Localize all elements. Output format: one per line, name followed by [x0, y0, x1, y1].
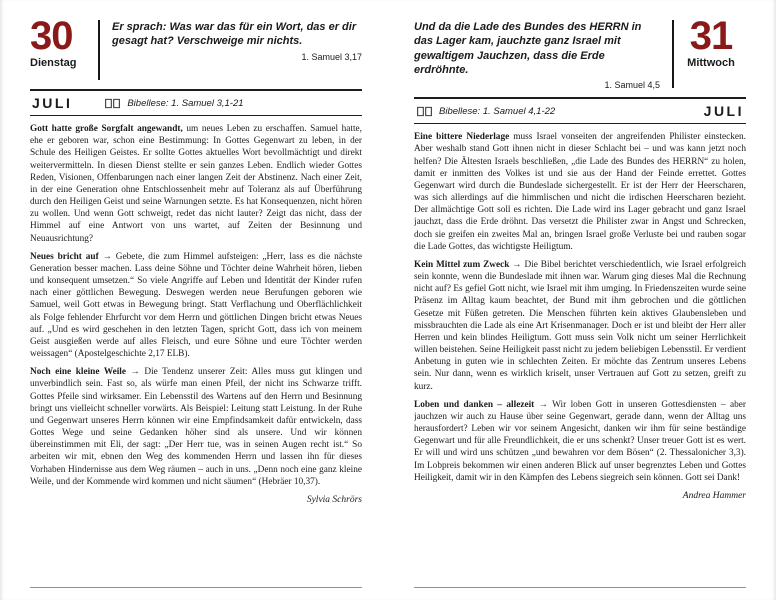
- month-bar: [30, 89, 362, 116]
- devotional-text: [414, 131, 746, 587]
- paragraph-text: Die Bibel berichtet verschiedentlich, wie Israel erfolgreich sein konnte, wenn die Bundeslade mit ihnen war. Warum ging dieses Mal die Rechnung nicht auf? Es gefiel Gott nicht, wie Israel mit ihm umging. In Friedenszeiten wurde seine Präsenz im Alltag kaum beachtet, der Bund mit ihm gebrochen und die göttlichen Gesetze mit Füßen getreten. Die Menschen führten kein aktives Glaubensleben und missbrauchten die Lade als eine Art Krisenmanager. Doch er ist und bleibt der Herr aller Herren und kein blindes Heiligtum. Gott muss sein Volk nicht um seiner Herrlichkeit willen beistehen. Seine Heiligkeit passt nicht zu jedem beliebigen Lebensstil. Er verdient Anbetung in guten wie in schlechten Zeiten. Er möchte das Zentrum unseres Lebens sein. Nur dann, wenn es wirklich kriselt, unser Vertrauen auf Gott zu setzen, greift zu kurz.: [414, 259, 746, 392]
- paragraph: [30, 251, 362, 361]
- paragraph-text: Wir loben Gott in unseren Gottesdiensten – aber jauchzen wir auch zu Hause über seine Gegenwart, gerade dann, wenn der Alltag uns herausfordert? Leben wir vor seinem Angesicht, danken wir ihm für seine beständige Gegenwart und für alle Freundlichkeit, die er uns schenkt? Unser treuer Gott ist es wert. Er will und wird uns schützen „und bewahren vor dem Bösen“ (2. Thessalonicher 3,3). Im Lobpreis bekommen wir einen anderen Blick auf unser begrenztes Leben und Gottes Heiligkeit, damit wir in den Kämpfen des Lebens siegreich sein können. Gott sei Dank!: [414, 399, 746, 483]
- arrow-separator: →: [509, 259, 525, 270]
- verse-block: [112, 18, 362, 82]
- page-header-right: [414, 14, 746, 91]
- paragraph-text: um neues Leben zu erschaffen. Samuel hatte, ehe er geboren war, schon eine Bestimmung: In Gottes Gegenwart zu leben, in der Schule des Heiligen Geistes. Er sollte Gottes aktuelles Wort bevollmächtigt und direkt weitervermitteln. In diesen Dienst stellte er sein ganzes Leben. Endlich wieder Gottes Reden, Visionen, Offenbarungen nach einer langen Zeit der Abstinenz. Nach einer Zeit, in der eine Generation ohne Entschlossenheit mehr auf Toleranz als auf Überführung durch den Heiligen Geist und seine Warnungen setzte. Es hat Konsequenzen, nicht hören zu wollen. Und wenn Gott schweigt, redet das nicht lauter? Zeigt das nicht, dass der Himmel auf eine Antwort von uns wartet, auf Zeiten der Besinnung und Neuausrichtung?: [30, 124, 362, 244]
- day-name: Mittwoch: [687, 57, 735, 69]
- devotional-text: [30, 123, 362, 587]
- author-signature: Andrea Hammer: [682, 491, 746, 501]
- bible-reading-label: Bibellese: 1. Samuel 4,1-22: [439, 105, 556, 117]
- paragraph-text: Die Tendenz unserer Zeit: Alles muss gut klingen und unverbindlich sein. Fast so, als würfe man einen Pfeil, der nicht ins Schwarze trifft. Gottes Pfeile sind wirksamer. Ein Lebensstil des Wartens auf den Herrn und Besinnung bringt uns vielleicht schneller vorwärts. Als Beispiel: Leitung statt Leistung. In der Ruhe und Gegenwart unseres Herrn können wir eine Empfindsamkeit dafür entwickeln, dass Gottes Wege und seine Gedanken höher sind als unsere. Und wir können übereinstimmen mit Eli, der sagt: „Der Herr tue, was in seinen Augen recht ist.“ So arbeiten wir mit, ebnen den Weg des kommenden Herrn und lassen ihn für dieses Vorhaben Hindernisse aus dem Weg räumen – auch in uns. „Denn noch eine ganz kleine Weile, und der Kommende wird kommen und nicht säumen“ (Hebräer 10,37).: [30, 367, 362, 487]
- author-signature: Sylvia Schrörs: [306, 494, 362, 505]
- header-divider-line: [672, 20, 674, 88]
- paragraph-lead: Neues bricht auf: [30, 251, 99, 262]
- paragraph-lead: Kein Mittel zum Zweck: [414, 259, 510, 270]
- bible-reading: [104, 98, 243, 109]
- paragraph: [30, 366, 362, 488]
- arrow-separator: →: [534, 399, 553, 410]
- paragraph: [30, 123, 362, 245]
- verse-block: [414, 18, 660, 90]
- verse-reference: 1. Samuel 3,17: [301, 51, 362, 62]
- paragraph-lead: Eine bittere Niederlage: [414, 132, 510, 143]
- paragraph-lead: Loben und danken – allezeit: [414, 399, 535, 410]
- paragraph: [414, 399, 746, 484]
- month-bar: [414, 97, 746, 124]
- footer-rule: [30, 587, 362, 588]
- day-number: 30: [30, 14, 73, 58]
- paragraph-lead: Noch eine kleine Weile: [30, 367, 127, 378]
- month-label: JULI: [32, 95, 73, 111]
- page-day-31: [388, 0, 776, 600]
- paragraph: [414, 259, 746, 393]
- bible-reading-label: Bibellese: 1. Samuel 3,1-21: [127, 97, 244, 109]
- page-header-left: [30, 14, 362, 82]
- bible-reading: [416, 106, 555, 117]
- daily-verse: Er sprach: Was war das für ein Wort, das er dir gesagt hat? Verschweige mir nichts.: [112, 21, 357, 48]
- arrow-separator: →: [126, 367, 145, 378]
- month-label: JULI: [703, 103, 744, 120]
- day-number: 31: [689, 14, 733, 58]
- open-book-icon: [104, 98, 121, 109]
- footer-rule: [414, 587, 746, 588]
- verse-reference: 1. Samuel 4,5: [604, 80, 660, 91]
- open-book-icon: [416, 106, 433, 117]
- paragraph-lead: Gott hatte große Sorgfalt angewandt,: [30, 124, 183, 134]
- arrow-separator: →: [98, 251, 116, 262]
- paragraph-text: Gebete, die zum Himmel aufsteigen: „Herr, lass es die nächste Generation besser machen. Lass deine Söhne und Töchter deine Wahrheit hören, lieben und konsequent umsetzen.“ So viele Angriffe auf Leben und Identität der Kinder rufen nach einer göttlichen Bewegung. Deswegen werden neue Berufungen geboren wie Samuel, weil Gott etwas in Bewegung bringt. Statt Verflachung und Oberflächlichkeit als Folge fehlender Ehrfurcht vor dem Herrn und göttlichen Dingen bricht etwas Neues auf. „Und es wird geschehen in den letzten Tagen, spricht Gott, dass ich von meinem Geist ausgießen werde auf alles Fleisch, und eure Söhne und eure Töchter werden weissagen“ (Apostelgeschichte 2,17 ELB).: [30, 251, 362, 360]
- day-block: [30, 14, 96, 82]
- day-name: Dienstag: [30, 57, 77, 69]
- paragraph-text: muss Israel vonseiten der angreifenden Philister einstecken. Aber weshalb stand Gott ihnen nicht in dieser Schlacht bei – und was kann jetzt noch helfen? Die Ältesten Israels beschließen, „die Lade des Bundes des HERRN“ zu holen, damit er inmitten des Volkes ist und sie aus der Hand der Feinde errettet. Gottes Gegenwart wird durch die Bundeslade sichergestellt. Er ist der Herr der Heerscharen, was sich allerdings auf die himmlischen und nicht die irdischen Heerscharen bezieht. Der allmächtige Gott soll es richten. Die Lade wird ins Lager gebracht und ganz Israel jauchzt, dass die Erde dröhnt. Das versetzt die Philister zwar in Angst und Schrecken, doch sie greifen ein zweites Mal an, bringen Israel große Verluste bei und rauben sogar die Lade Gottes, das wichtigste Heiligtum.: [414, 132, 746, 252]
- header-divider-line: [98, 20, 100, 80]
- daily-verse: Und da die Lade des Bundes des HERRN in das Lager kam, jauchzte ganz Israel mit gewaltigem Jauchzen, dass die Erde erdröhnte.: [414, 21, 642, 76]
- paragraph: [414, 131, 746, 253]
- day-block: [676, 14, 746, 90]
